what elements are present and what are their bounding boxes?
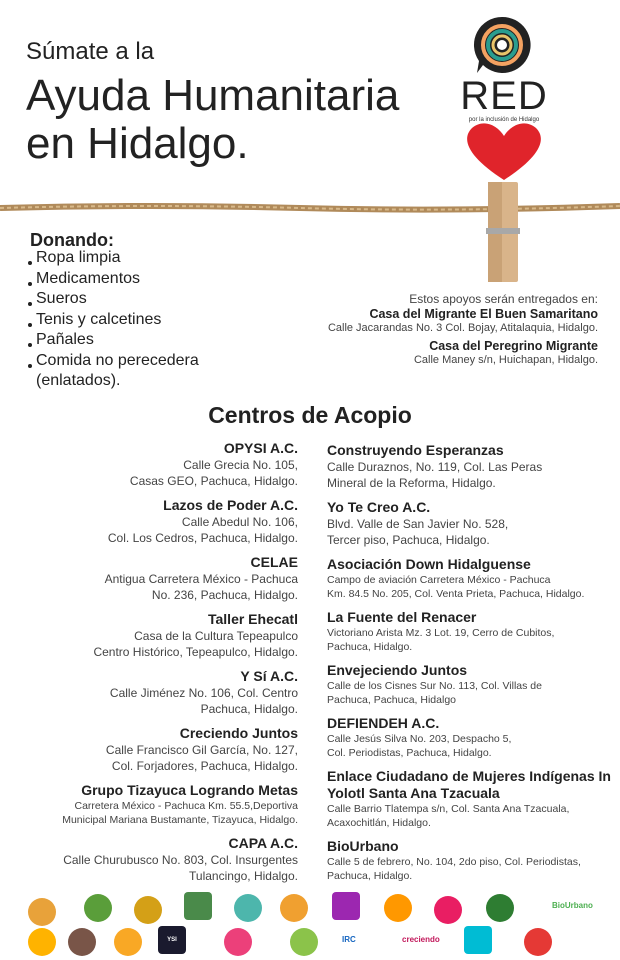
centro-address: Pachuca, Hidalgo. xyxy=(327,641,413,653)
centro-address: Calle Abedul No. 106, xyxy=(181,515,298,529)
centro-address: Pachuca, Pachuca, Hidalgo xyxy=(327,694,456,706)
adh-logo xyxy=(332,892,360,920)
centro-name: CAPA A.C. xyxy=(228,835,298,851)
centro-address: Antigua Carretera México - Pachuca xyxy=(104,572,298,586)
page-title-main: Ayuda Humanitaria en Hidalgo. xyxy=(26,71,400,168)
speech-bubble-icon xyxy=(471,14,533,76)
delivery-place-name: Casa del Migrante El Buen Samaritano xyxy=(369,307,598,321)
centro-entry xyxy=(20,835,298,884)
creciendo-logo: creciendo xyxy=(402,935,440,944)
centro-name: Yo Te Creo A.C. xyxy=(327,499,431,515)
centro-address: Col. Forjadores, Pachuca, Hidalgo. xyxy=(111,759,298,773)
centro-address: Pachuca, Hidalgo. xyxy=(327,870,413,882)
partner-logo xyxy=(464,926,492,954)
yo-te-creo-logo xyxy=(114,928,142,956)
donation-item: Ropa limpia xyxy=(28,248,228,269)
partner-logo xyxy=(68,928,96,956)
centro-address: Casas GEO, Pachuca, Hidalgo. xyxy=(129,474,298,488)
centro-address: Km. 84.5 No. 205, Col. Venta Prieta, Pachuca, Hidalgo. xyxy=(327,588,585,600)
delivery-place-address: Calle Jacarandas No. 3 Col. Bojay, Atitalaquia, Hidalgo. xyxy=(327,322,598,334)
opysi-logo xyxy=(184,892,212,920)
centro-name: Taller Ehecatl xyxy=(207,611,298,627)
centro-address: Calle Francisco Gil García, No. 127, xyxy=(105,743,298,757)
donation-item: Medicamentos xyxy=(28,269,228,290)
lazos-logo xyxy=(134,896,162,924)
celae-logo xyxy=(234,894,262,922)
centro-address: Victoriano Arista Mz. 3 Lot. 19, Cerro de Cubitos, xyxy=(327,627,555,639)
centro-name: CELAE xyxy=(250,554,298,570)
capa-logo xyxy=(28,928,56,956)
delivery-info xyxy=(278,292,598,371)
centro-address: Mineral de la Reforma, Hidalgo. xyxy=(327,476,496,490)
centro-address: Casa de la Cultura Tepeapulco xyxy=(134,629,298,643)
donation-item: Sueros xyxy=(28,289,228,310)
centro-entry xyxy=(327,715,617,760)
centro-address: Carretera México - Pachuca Km. 55.5,Deportiva xyxy=(74,800,298,812)
centro-name: Enlace Ciudadano de Mujeres Indígenas In Yolotl Santa Ana Tzacuala xyxy=(327,768,611,801)
centro-address: Calle Churubusco No. 803, Col. Insurgentes xyxy=(63,853,298,867)
centro-name: Lazos de Poder A.C. xyxy=(163,497,298,513)
centro-name: OPYSI A.C. xyxy=(223,440,298,456)
fuente-logo xyxy=(434,896,462,924)
centro-address: Campo de aviación Carretera México - Pachuca xyxy=(327,574,551,586)
partner-logos xyxy=(14,886,610,956)
centro-address: Calle 5 de febrero, No. 104, 2do piso, Col. Periodistas, xyxy=(327,856,581,868)
delivery-intro: Estos apoyos serán entregados en: xyxy=(409,292,598,306)
centro-address: Calle Jesús Silva No. 203, Despacho 5, xyxy=(327,733,512,745)
delivery-place-name: Casa del Peregrino Migrante xyxy=(429,339,598,353)
centro-entry xyxy=(327,556,617,601)
centro-name: Creciendo Juntos xyxy=(179,725,298,741)
centro-address: Pachuca, Hidalgo. xyxy=(200,702,298,716)
donation-list xyxy=(28,248,228,392)
centro-address: Calle Duraznos, No. 119, Col. Las Peras xyxy=(327,460,543,474)
centro-entry xyxy=(20,440,298,489)
centro-name: La Fuente del Renacer xyxy=(327,609,477,625)
centros-title: Centros de Acopio xyxy=(208,402,412,428)
yo-alto-logo xyxy=(524,928,552,956)
centros-right-column xyxy=(327,442,617,891)
partner-logo xyxy=(290,928,318,956)
centro-name: BioUrbano xyxy=(327,838,399,854)
centros-left-column xyxy=(20,440,298,892)
centro-address: Blvd. Valle de San Javier No. 528, xyxy=(327,517,509,531)
centro-entry xyxy=(327,662,617,707)
centro-address: Col. Los Cedros, Pachuca, Hidalgo. xyxy=(107,531,298,545)
centro-address: Acaxochitlán, Hidalgo. xyxy=(327,817,431,829)
envejeciendo-logo xyxy=(224,928,252,956)
centro-name: Y Sí A.C. xyxy=(240,668,298,684)
donation-item: Tenis y calcetines xyxy=(28,310,228,331)
donation-item: Comida no perecedera (enlatados). xyxy=(28,351,228,392)
centro-entry xyxy=(20,554,298,603)
centro-entry xyxy=(20,725,298,774)
centro-entry xyxy=(20,611,298,660)
donation-title: Donando: xyxy=(30,230,114,250)
partner-logo xyxy=(84,894,112,922)
construyendo-logo xyxy=(384,894,412,922)
centro-entry xyxy=(20,782,298,827)
delivery-place-address: Calle Maney s/n, Huichapan, Hidalgo. xyxy=(413,354,598,366)
biourbano-logo: BioUrbano xyxy=(552,901,593,910)
centro-name: Asociación Down Hidalguense xyxy=(327,556,531,572)
donation-item: Pañales xyxy=(28,330,228,351)
centro-address: Tercer piso, Pachuca, Hidalgo. xyxy=(327,533,490,547)
centro-name: Envejeciendo Juntos xyxy=(327,662,468,678)
centro-entry xyxy=(20,497,298,546)
centro-address: No. 236, Pachuca, Hidalgo. xyxy=(151,588,298,602)
centro-address: Calle Jiménez No. 106, Col. Centro xyxy=(109,686,298,700)
ehecatl-logo xyxy=(28,898,56,926)
centro-entry xyxy=(327,768,617,830)
centro-entry xyxy=(327,838,617,883)
centro-address: Col. Periodistas, Pachuca, Hidalgo. xyxy=(327,747,492,759)
logo-subtitle: por la inclusión de Hidalgo xyxy=(468,117,540,123)
centro-address: Tulancingo, Hidalgo. xyxy=(189,869,298,883)
centro-entry xyxy=(20,668,298,717)
heart-clothespin-icon xyxy=(460,120,550,290)
irc-logo: IRC xyxy=(342,935,356,944)
centro-address: Centro Histórico, Tepeapulco, Hidalgo. xyxy=(93,645,298,659)
centro-address: Calle Barrio Tlatempa s/n, Col. Santa Ana Tzacuala, xyxy=(327,803,570,815)
page-title-line1: Súmate a la xyxy=(26,38,155,65)
centro-address: Calle Grecia No. 105, xyxy=(183,458,298,472)
centro-entry xyxy=(327,609,617,654)
centro-entry xyxy=(327,442,617,491)
centro-name: Construyendo Esperanzas xyxy=(327,442,504,458)
defiendeh-logo xyxy=(486,894,514,922)
fundacion-logo xyxy=(280,894,308,922)
centro-address: Municipal Mariana Bustamante, Tizayuca, Hidalgo. xyxy=(62,814,298,826)
centro-entry xyxy=(327,499,617,548)
centro-name: Grupo Tizayuca Logrando Metas xyxy=(81,782,298,798)
centro-address: Calle de los Cisnes Sur No. 113, Col. Villas de xyxy=(327,680,542,692)
ysi-logo: YSI xyxy=(158,926,186,954)
centro-name: DEFIENDEH A.C. xyxy=(327,715,440,731)
logo-text: RED xyxy=(460,74,548,118)
